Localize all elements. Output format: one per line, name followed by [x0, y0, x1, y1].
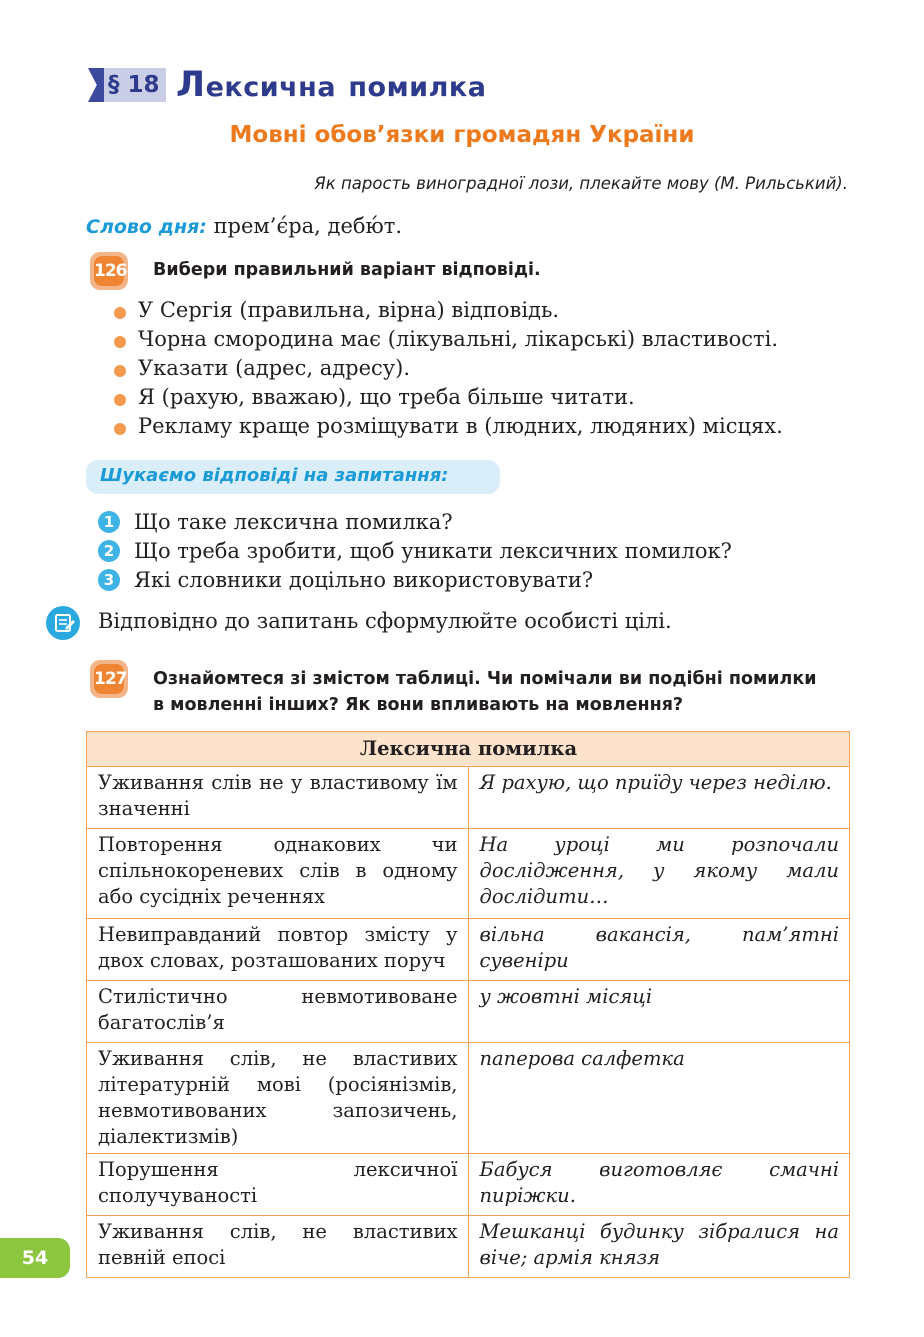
error-type-cell: Уживання слів не у властивому їм значенні: [87, 767, 469, 829]
example-cell: Я рахую, що приїду через неділю.: [468, 767, 850, 829]
word-of-day: [86, 214, 402, 238]
question-text: Що таке лексична помилка?: [134, 510, 453, 534]
page-number: 54: [0, 1238, 70, 1278]
question-item: [98, 537, 732, 566]
table-header: Лексична помилка: [87, 732, 850, 767]
list-item-text: Я (рахую, вважаю), що треба більше читати.: [138, 385, 635, 409]
bullet-icon: [114, 423, 126, 435]
question-number-icon: 1: [98, 511, 120, 533]
example-cell: Мешканці будинку зібралися на віче; армія князя: [468, 1216, 850, 1278]
list-item: [112, 412, 783, 441]
bullet-icon: [114, 394, 126, 406]
paragraph-number: § 18: [104, 68, 166, 102]
task-number: 126: [94, 256, 124, 286]
list-item-text: Чорна смородина має (лікувальні, лікарські) властивості.: [138, 327, 778, 351]
goals-instruction: Відповідно до запитань сформулюйте особисті цілі.: [98, 609, 672, 633]
error-type-cell: Стилістично невмотивоване багатослів’я: [87, 981, 469, 1043]
table-row: [87, 829, 850, 919]
question-number-icon: 3: [98, 569, 120, 591]
question-text: Які словники доцільно використовувати?: [134, 568, 594, 592]
table-row: [87, 981, 850, 1043]
epigraph: Як парость виноградної лози, плекайте мову (М. Рильський).: [314, 174, 848, 193]
question-number-icon: 2: [98, 540, 120, 562]
bullet-icon: [114, 365, 126, 377]
table-row: [87, 1216, 850, 1278]
section-subtitle: Мовні обов’язки громадян України: [229, 122, 695, 148]
title-word-1: ексична: [205, 72, 337, 103]
list-item-text: У Сергія (правильна, вірна) відповідь.: [138, 298, 560, 322]
list-item: [112, 296, 783, 325]
error-type-cell: Порушення лексичної сполучуваності: [87, 1154, 469, 1216]
word-of-day-label: Слово дня:: [86, 216, 207, 238]
bullet-icon: [114, 336, 126, 348]
title-word-2: помилка: [348, 72, 487, 103]
table-row: [87, 767, 850, 829]
search-answers-label: Шукаємо відповіді на запитання:: [100, 465, 449, 486]
example-cell: На уроці ми розпочали дослідження, у якому мали дослідити…: [468, 829, 850, 919]
chevron-icon: [88, 68, 104, 102]
title-initial: Л: [176, 65, 206, 105]
table-row: [87, 1043, 850, 1154]
search-answers-banner: [86, 460, 500, 494]
task-127-instruction: [153, 666, 817, 718]
error-type-cell: Повторення однакових чи спільнокореневих слів в одному або сусідніх реченнях: [87, 829, 469, 919]
task-badge-127: [90, 660, 128, 698]
question-item: [98, 566, 732, 595]
error-type-cell: Уживання слів, не властивих літературній мові (росіянізмів, невмотивованих запозичень, діалектизмів): [87, 1043, 469, 1154]
table-header-row: [87, 732, 850, 767]
list-item: [112, 325, 783, 354]
list-item: [112, 354, 783, 383]
question-text: Що треба зробити, щоб уникати лексичних помилок?: [134, 539, 732, 563]
task-127-line-2: в мовленні інших? Як вони впливають на мовлення?: [153, 695, 684, 715]
question-item: [98, 508, 732, 537]
example-cell: Бабуся виготовляє смачні пиріжки.: [468, 1154, 850, 1216]
example-cell: паперова салфетка: [468, 1043, 850, 1154]
questions-list: [98, 508, 732, 595]
table-row: [87, 1154, 850, 1216]
word-of-day-words: прем’є́ра, дебю́т.: [213, 214, 403, 238]
task-126-instruction: Вибери правильний варіант відповіді.: [153, 260, 541, 280]
error-type-cell: Уживання слів, не властивих певній епосі: [87, 1216, 469, 1278]
table-row: [87, 919, 850, 981]
lexical-errors-table: [86, 731, 850, 1278]
list-item-text: Указати (адрес, адресу).: [138, 356, 411, 380]
goals-target-icon: [46, 606, 80, 640]
task-number: 127: [94, 664, 124, 694]
list-item: [112, 383, 783, 412]
error-type-cell: Невиправданий повтор змісту у двох словах, розташованих поруч: [87, 919, 469, 981]
task-127-line-1: Ознайомтеся зі змістом таблиці. Чи помічали ви подібні помилки: [153, 669, 817, 689]
example-cell: у жовтні місяці: [468, 981, 850, 1043]
list-item-text: Рекламу краще розміщувати в (людних, людяних) місцях.: [138, 414, 783, 438]
bullet-icon: [114, 307, 126, 319]
task-badge-126: [90, 252, 128, 290]
page-title: [176, 64, 486, 109]
example-cell: вільна вакансія, пам’ятні сувеніри: [468, 919, 850, 981]
task-126-list: [112, 296, 783, 441]
paragraph-badge: [88, 68, 166, 102]
